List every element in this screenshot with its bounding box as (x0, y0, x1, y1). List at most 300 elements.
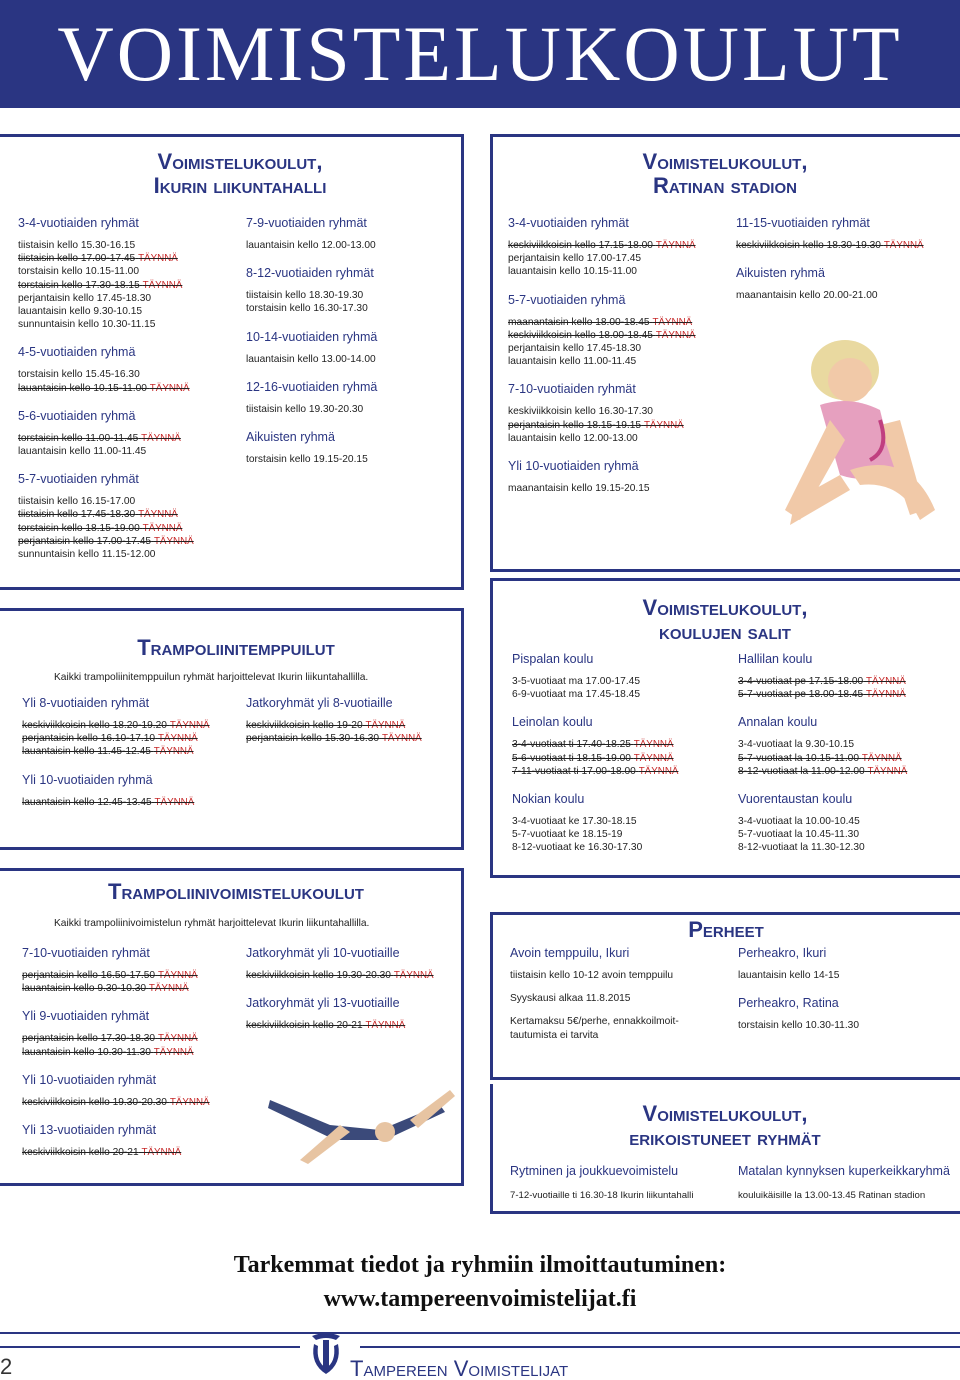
full-badge: TÄYNNÄ (866, 676, 906, 687)
schedule-text: keskiviikkoisin kello 18.30-19.30 (736, 240, 881, 251)
full-badge: TÄYNNÄ (148, 983, 189, 995)
schedule-text: perjantaisin kello 16.50-17.50 (22, 970, 156, 981)
schedule-text: torstaisin kello 15.45-16.30 (18, 369, 140, 381)
schedule-text: 5-7-vuotiaat la 10.15-11.00 (738, 752, 860, 764)
group-heading: Pispalan koulu (512, 652, 594, 666)
koulut-title (490, 596, 960, 644)
schedule-line (246, 719, 466, 732)
schedule-text: lauantaisin kello 10.30-11.30 (22, 1046, 151, 1058)
spacer (246, 711, 466, 719)
schedule-line (738, 765, 958, 778)
schedule-text: 5-7-vuotiaat pe 18.00-18.45 (738, 689, 864, 701)
group-heading: Aikuisten ryhmä (736, 266, 825, 281)
schedule-text: lauantaisin kello 9.30-10.15 (18, 306, 143, 318)
full-badge: TÄYNNÄ (866, 689, 906, 701)
group-heading: 7-9-vuotiaiden ryhmät (246, 216, 367, 230)
spacer (246, 982, 466, 996)
group-heading: 8-12-vuotiaiden ryhmät (246, 266, 374, 281)
schedule-text: 3-4-vuotiaat la 9.30-10.15 (738, 739, 855, 751)
full-badge: TÄYNNÄ (141, 432, 181, 444)
full-badge: TÄYNNÄ (655, 240, 696, 251)
full-badge: TÄYNNÄ (169, 720, 210, 731)
schedule-text: keskiviikkoisin kello 19.30-20.30 (22, 1096, 167, 1108)
erik-group-heading: Rytminen ja joukkuevoimistelu (510, 1164, 679, 1178)
spacer (736, 252, 956, 266)
trampoline-jumper-photo (260, 1070, 460, 1170)
full-badge: TÄYNNÄ (655, 329, 696, 341)
schedule-line (18, 305, 238, 318)
schedule-text: tiistaisin kello 17.45-18.30 (18, 509, 136, 521)
schedule-line (738, 1019, 958, 1032)
schedule-text: keskiviikkoisin kello 17.15-18.00 (508, 240, 653, 251)
logo-text: Tampereen Voimistelijat (350, 1356, 569, 1380)
schedule-text: perjantaisin kello 16.10-17.10 (22, 733, 156, 745)
spacer (18, 487, 238, 495)
ikuri-col2 (246, 216, 456, 466)
full-badge: TÄYNNÄ (157, 733, 198, 745)
schedule-line (18, 239, 238, 252)
spacer (18, 395, 238, 409)
group-heading: Annalan koulu (738, 715, 818, 730)
schedule-text: tiistaisin kello 15.30-16.15 (18, 240, 136, 251)
perheet-season: Syyskausi alkaa 11.8.2015 (510, 993, 631, 1005)
group-heading: 5-6-vuotiaiden ryhmä (18, 408, 136, 423)
group-heading: 11-15-vuotiaiden ryhmät (736, 216, 870, 230)
spacer (738, 982, 958, 996)
schedule-line (18, 535, 238, 548)
schedule-text: keskiviikkoisin kello 20-21 (22, 1147, 139, 1159)
spacer (246, 231, 456, 239)
footer-info: Tarkemmat tiedot ja ryhmiin ilmoittautuminen: (233, 1252, 727, 1278)
schedule-line (508, 419, 728, 432)
tramp-note: Kaikki trampoliinitemppuilun ryhmät harjoittelevat Ikurin liikuntahallilla. (54, 672, 369, 683)
full-badge: TÄYNNÄ (883, 240, 924, 251)
full-badge: TÄYNNÄ (643, 419, 684, 431)
schedule-text: maanantaisin kello 20.00-21.00 (736, 290, 878, 302)
spacer (738, 701, 958, 715)
spacer (508, 474, 728, 482)
full-badge: TÄYNNÄ (154, 796, 195, 808)
spacer (510, 982, 730, 992)
schedule-line (22, 982, 242, 995)
schedule-line (508, 482, 728, 495)
group-heading: 7-10-vuotiaiden ryhmät (22, 946, 150, 960)
schedule-line (738, 815, 958, 828)
schedule-text: lauantaisin kello 12.00-13.00 (508, 432, 638, 444)
tramp-title: Trampoliinitemppuilut (137, 635, 335, 660)
spacer (510, 1179, 730, 1189)
schedule-text: torstaisin kello 16.30-17.30 (246, 303, 368, 315)
spacer (512, 730, 732, 738)
full-badge: TÄYNNÄ (633, 739, 674, 751)
spacer (738, 730, 958, 738)
schedule-line (18, 279, 238, 292)
schedule-text: torstaisin kello 19.15-20.15 (246, 454, 368, 466)
ratina-col2 (736, 216, 956, 302)
schedule-line (246, 1019, 466, 1032)
full-badge: TÄYNNÄ (652, 316, 693, 328)
schedule-line (18, 318, 238, 331)
schedule-text: torstaisin kello 10.30-11.30 (738, 1020, 860, 1032)
schedule-text: lauantaisin kello 10.15-11.00 (18, 382, 147, 394)
schedule-text: lauantaisin kello 11.45-12.45 (22, 746, 151, 758)
schedule-line (512, 738, 732, 751)
trampvoim-title: Trampoliinivoimistelukoulut (108, 879, 364, 904)
group-heading: Nokian koulu (512, 792, 585, 807)
schedule-line (512, 815, 732, 828)
schedule-line (18, 432, 238, 445)
erik-title (490, 1102, 960, 1150)
spacer (246, 445, 456, 453)
schedule-line (508, 252, 728, 265)
group-heading: Jatkoryhmät yli 8-vuotiaille (246, 696, 393, 710)
full-badge: TÄYNNÄ (141, 1147, 182, 1159)
schedule-text: perjantaisin kello 17.45-18.30 (18, 292, 152, 304)
schedule-text: sunnuntaisin kello 10.30-11.15 (18, 319, 156, 331)
group-heading: 5-7-vuotiaiden ryhmät (18, 472, 139, 487)
schedule-text: perjantaisin kello 17.45-18.30 (508, 343, 642, 355)
schedule-line (18, 382, 238, 395)
group-heading: 12-16-vuotiaiden ryhmä (246, 379, 378, 394)
schedule-text: 3-4-vuotiaat pe 17.15-18.00 (738, 676, 864, 687)
spacer (738, 778, 958, 792)
schedule-line (738, 841, 958, 854)
title-banner (0, 0, 960, 108)
schedule-text: maanantaisin kello 19.15-20.15 (508, 483, 650, 495)
group-heading: Yli 10-vuotiaiden ryhmä (508, 459, 639, 474)
spacer (246, 416, 456, 430)
spacer (738, 667, 958, 675)
schedule-line (736, 289, 956, 302)
spacer (508, 231, 728, 239)
spacer (22, 711, 242, 719)
page-number: 2 (0, 1354, 13, 1379)
spacer (510, 961, 730, 969)
full-badge: TÄYNNÄ (153, 746, 194, 758)
group-heading: Jatkoryhmät yli 10-vuotiaille (246, 946, 400, 960)
spacer (18, 360, 238, 368)
ratina-col1 (508, 216, 728, 495)
full-badge: TÄYNNÄ (138, 253, 178, 265)
spacer (736, 231, 956, 239)
perheet-col2 (738, 946, 958, 1032)
schedule-text: tiistaisin kello 18.30-19.30 (246, 290, 364, 302)
schedule-line (508, 265, 728, 278)
schedule-line (18, 252, 238, 265)
schedule-line (512, 752, 732, 765)
spacer (246, 961, 466, 969)
schedule-text: perjantaisin kello 18.15-19.15 (508, 419, 642, 431)
spacer (246, 395, 456, 403)
erik-title-line2: erikoistuneet ryhmät (629, 1125, 821, 1150)
group-heading: Perheakro, Ikuri (738, 946, 827, 960)
trampvoim-col2 (246, 946, 466, 1032)
full-badge: TÄYNNÄ (365, 720, 406, 731)
spacer (508, 397, 728, 405)
group-heading: 4-5-vuotiaiden ryhmä (18, 345, 136, 360)
schedule-line (508, 432, 728, 445)
erik-col2 (738, 1164, 958, 1202)
trampvoim-note: Kaikki trampoliinivoimistelun ryhmät harjoittelevat Ikurin liikuntahallilla. (54, 918, 370, 929)
schedule-line (22, 969, 242, 982)
schedule-text: perjantaisin kello 17.00-17.45 (508, 253, 642, 265)
group-heading: Yli 8-vuotiaiden ryhmät (22, 696, 150, 710)
erik-group-line: 7-12-vuotiaille ti 16.30-18 Ikurin liikuntahalli (510, 1190, 694, 1201)
schedule-text: 8-12-vuotiaat la 11.00-12.00 (738, 765, 865, 777)
schedule-line (22, 1096, 242, 1109)
schedule-line (18, 522, 238, 535)
schedule-text: tiistaisin kello 10-12 avoin temppuilu (510, 970, 674, 981)
schedule-text: perjantaisin kello 15.30-16.30 (246, 733, 380, 745)
schedule-text: perjantaisin kello 17.30-18.30 (22, 1033, 156, 1045)
spacer (22, 995, 242, 1009)
schedule-text: lauantaisin kello 9.30-10.30 (22, 983, 147, 995)
spacer (246, 252, 456, 266)
schedule-line (18, 495, 238, 508)
footer-divider-left (0, 1346, 300, 1348)
schedule-line (18, 445, 238, 458)
schedule-text: tiistaisin kello 19.30-20.30 (246, 403, 364, 415)
schedule-line (246, 353, 456, 366)
page-title: VOIMISTELUKOULUT (57, 10, 903, 97)
group-heading: Yli 13-vuotiaiden ryhmät (22, 1123, 157, 1138)
group-heading: Avoin temppuilu, Ikuri (510, 946, 630, 960)
schedule-line (738, 752, 958, 765)
schedule-line (22, 1032, 242, 1045)
spacer (738, 1011, 958, 1019)
spacer (18, 458, 238, 472)
spacer (508, 308, 728, 316)
schedule-line (738, 688, 958, 701)
full-badge: TÄYNNÄ (149, 382, 190, 394)
spacer (22, 1088, 242, 1096)
schedule-line (508, 405, 728, 418)
schedule-text: tiistaisin kello 16.15-17.00 (18, 496, 136, 508)
spacer (22, 788, 242, 796)
group-heading: 5-7-vuotiaiden ryhmä (508, 292, 626, 307)
schedule-line (18, 368, 238, 381)
schedule-text: torstaisin kello 18.15-19.00 (18, 522, 140, 534)
schedule-text: lauantaisin kello 11.00-11.45 (18, 446, 147, 458)
ratina-title-line1: Voimistelukoulut, (642, 149, 808, 174)
full-badge: TÄYNNÄ (142, 522, 183, 534)
spacer (246, 366, 456, 380)
schedule-text: keskiviikkoisin kello 19.30-20.30 (246, 970, 391, 981)
schedule-line (738, 738, 958, 751)
schedule-text: 3-4-vuotiaat ti 17.40-18.25 (512, 739, 631, 751)
group-heading: Yli 10-vuotiaiden ryhmät (22, 1072, 157, 1087)
erik-title-line1: Voimistelukoulut, (642, 1101, 808, 1126)
schedule-line (246, 239, 456, 252)
tramp-col2 (246, 696, 466, 745)
full-badge: TÄYNNÄ (142, 279, 183, 291)
full-badge: TÄYNNÄ (153, 535, 194, 547)
schedule-text: lauantaisin kello 14-15 (738, 970, 840, 981)
schedule-line (738, 828, 958, 841)
schedule-text: torstaisin kello 17.30-18.15 (18, 279, 140, 291)
ikuri-title (0, 150, 480, 198)
schedule-text: maanantaisin kello 18.00-18.45 (508, 316, 650, 328)
koulut-col2 (738, 652, 958, 855)
koulut-title-line2: koulujen salit (659, 619, 791, 644)
koulut-title-line1: Voimistelukoulut, (642, 595, 808, 620)
group-heading: 10-14-vuotiaiden ryhmä (246, 329, 378, 344)
perheet-fee-line2: tautumista ei tarvita (510, 1029, 599, 1041)
schedule-line (738, 969, 958, 982)
schedule-text: perjantaisin kello 17.00-17.45 (18, 535, 152, 547)
schedule-line (22, 719, 242, 732)
schedule-text: lauantaisin kello 11.00-11.45 (508, 356, 637, 368)
schedule-line (512, 841, 732, 854)
group-heading: Aikuisten ryhmä (246, 430, 335, 445)
schedule-line (246, 289, 456, 302)
erik-group-line: kouluikäisille la 13.00-13.45 Ratinan stadion (738, 1190, 926, 1201)
full-badge: TÄYNNÄ (638, 765, 679, 777)
schedule-line (18, 265, 238, 278)
schedule-line (246, 453, 456, 466)
spacer (736, 281, 956, 289)
ikuri-title-line1: Voimistelukoulut, (157, 149, 323, 174)
spacer (18, 424, 238, 432)
schedule-line (508, 355, 728, 368)
group-heading: Perheakro, Ratina (738, 996, 839, 1011)
schedule-text: 5-6-vuotiaat ti 18.15-19.00 (512, 752, 631, 764)
schedule-text: torstaisin kello 11.00-11.45 (18, 432, 139, 444)
spacer (738, 807, 958, 815)
perheet-title: Perheet (680, 918, 772, 942)
schedule-text: torstaisin kello 10.15-11.00 (18, 266, 140, 278)
group-heading: Leinolan koulu (512, 715, 593, 730)
full-badge: TÄYNNÄ (867, 765, 908, 777)
group-heading: 3-4-vuotiaiden ryhmät (508, 216, 629, 230)
schedule-line (510, 969, 730, 982)
schedule-text: 8-12-vuotiaat ke 16.30-17.30 (512, 842, 643, 854)
ratina-title (490, 150, 960, 198)
schedule-line (18, 508, 238, 521)
erik-group-heading: Matalan kynnyksen kuperkeikkaryhmä (738, 1164, 950, 1178)
schedule-text: keskiviikkoisin kello 19-20 (246, 720, 363, 731)
schedule-text: keskiviikkoisin kello 20-21 (246, 1020, 363, 1032)
group-heading: Yli 10-vuotiaiden ryhmä (22, 772, 153, 787)
full-badge: TÄYNNÄ (393, 970, 434, 981)
full-badge: TÄYNNÄ (381, 733, 422, 745)
schedule-line (508, 239, 728, 252)
full-badge: TÄYNNÄ (157, 1033, 198, 1045)
spacer (508, 279, 728, 293)
spacer (508, 445, 728, 459)
spacer (22, 759, 242, 773)
spacer (512, 807, 732, 815)
perheet-fee-line1: Kertamaksu 5€/perhe, ennakkoilmoit- (510, 1016, 679, 1028)
schedule-text: 6-9-vuotiaat ma 17.45-18.45 (512, 689, 640, 701)
ratina-title-line2: Ratinan stadion (653, 173, 797, 198)
footer-divider-right (360, 1346, 960, 1348)
spacer (246, 1011, 466, 1019)
schedule-line (22, 1046, 242, 1059)
schedule-text: 3-4-vuotiaat la 10.00-10.45 (738, 816, 860, 828)
schedule-text: lauantaisin kello 12.00-13.00 (246, 240, 376, 251)
spacer (246, 316, 456, 330)
erik-col1 (510, 1164, 730, 1202)
full-badge: TÄYNNÄ (157, 970, 198, 981)
group-heading: Hallilan koulu (738, 652, 813, 666)
trampvoim-col1 (22, 946, 242, 1159)
schedule-line (738, 675, 958, 688)
koulut-col1 (512, 652, 732, 855)
schedule-text: 5-7-vuotiaat ke 18.15-19 (512, 829, 623, 841)
schedule-line (508, 316, 728, 329)
ikuri-col1 (18, 216, 238, 561)
tramp-col1 (22, 696, 242, 809)
ikuri-title-line2: Ikurin liikuntahalli (153, 173, 327, 198)
footer-divider (0, 1332, 960, 1334)
spacer (510, 1005, 730, 1015)
full-badge: TÄYNNÄ (169, 1096, 210, 1108)
full-badge: TÄYNNÄ (365, 1020, 406, 1032)
schedule-text: 5-7-vuotiaat la 10.45-11.30 (738, 829, 860, 841)
gymnast-girl-photo (760, 310, 956, 550)
schedule-line (512, 688, 732, 701)
schedule-text: keskiviikkoisin kello 18.00-18.45 (508, 329, 653, 341)
schedule-line (512, 765, 732, 778)
group-heading: 7-10-vuotiaiden ryhmät (508, 382, 636, 397)
schedule-line (18, 548, 238, 561)
footer-url[interactable]: www.tampereenvoimistelijat.fi (323, 1286, 637, 1312)
schedule-text: lauantaisin kello 13.00-14.00 (246, 353, 376, 365)
spacer (18, 331, 238, 345)
schedule-line (22, 796, 242, 809)
schedule-text: keskiviikkoisin kello 18.20-19.20 (22, 720, 167, 731)
schedule-line (512, 828, 732, 841)
schedule-line (246, 732, 466, 745)
schedule-line (736, 239, 956, 252)
schedule-text: 3-4-vuotiaat ke 17.30-18.15 (512, 816, 637, 828)
spacer (738, 961, 958, 969)
spacer (738, 1179, 958, 1189)
spacer (512, 701, 732, 715)
spacer (246, 281, 456, 289)
schedule-text: sunnuntaisin kello 11.15-12.00 (18, 549, 156, 561)
schedule-line (22, 732, 242, 745)
schedule-line (246, 403, 456, 416)
full-badge: TÄYNNÄ (153, 1046, 194, 1058)
full-badge: TÄYNNÄ (138, 509, 178, 521)
schedule-line (246, 302, 456, 315)
spacer (22, 1059, 242, 1073)
tv-logo-icon (306, 1330, 346, 1380)
spacer (512, 667, 732, 675)
schedule-text: tiistaisin kello 17.00-17.45 (18, 253, 136, 265)
group-heading: Yli 9-vuotiaiden ryhmät (22, 1009, 150, 1024)
schedule-text: 8-12-vuotiaat la 11.30-12.30 (738, 842, 865, 854)
schedule-line (512, 675, 732, 688)
perheet-col1 (510, 946, 730, 1042)
spacer (22, 1138, 242, 1146)
schedule-line (22, 745, 242, 758)
spacer (246, 345, 456, 353)
schedule-text: lauantaisin kello 10.15-11.00 (508, 266, 637, 278)
schedule-line (18, 292, 238, 305)
spacer (22, 1109, 242, 1123)
schedule-line (508, 329, 728, 342)
schedule-text: keskiviikkoisin kello 16.30-17.30 (508, 406, 653, 418)
schedule-text: 3-5-vuotiaat ma 17.00-17.45 (512, 676, 640, 687)
perheet-group-avoin (510, 946, 730, 982)
schedule-text: lauantaisin kello 12.45-13.45 (22, 796, 152, 808)
group-heading: Vuorentaustan koulu (738, 792, 853, 807)
spacer (512, 778, 732, 792)
schedule-text: 7-11-vuotiaat ti 17.00-18.00 (512, 765, 636, 777)
